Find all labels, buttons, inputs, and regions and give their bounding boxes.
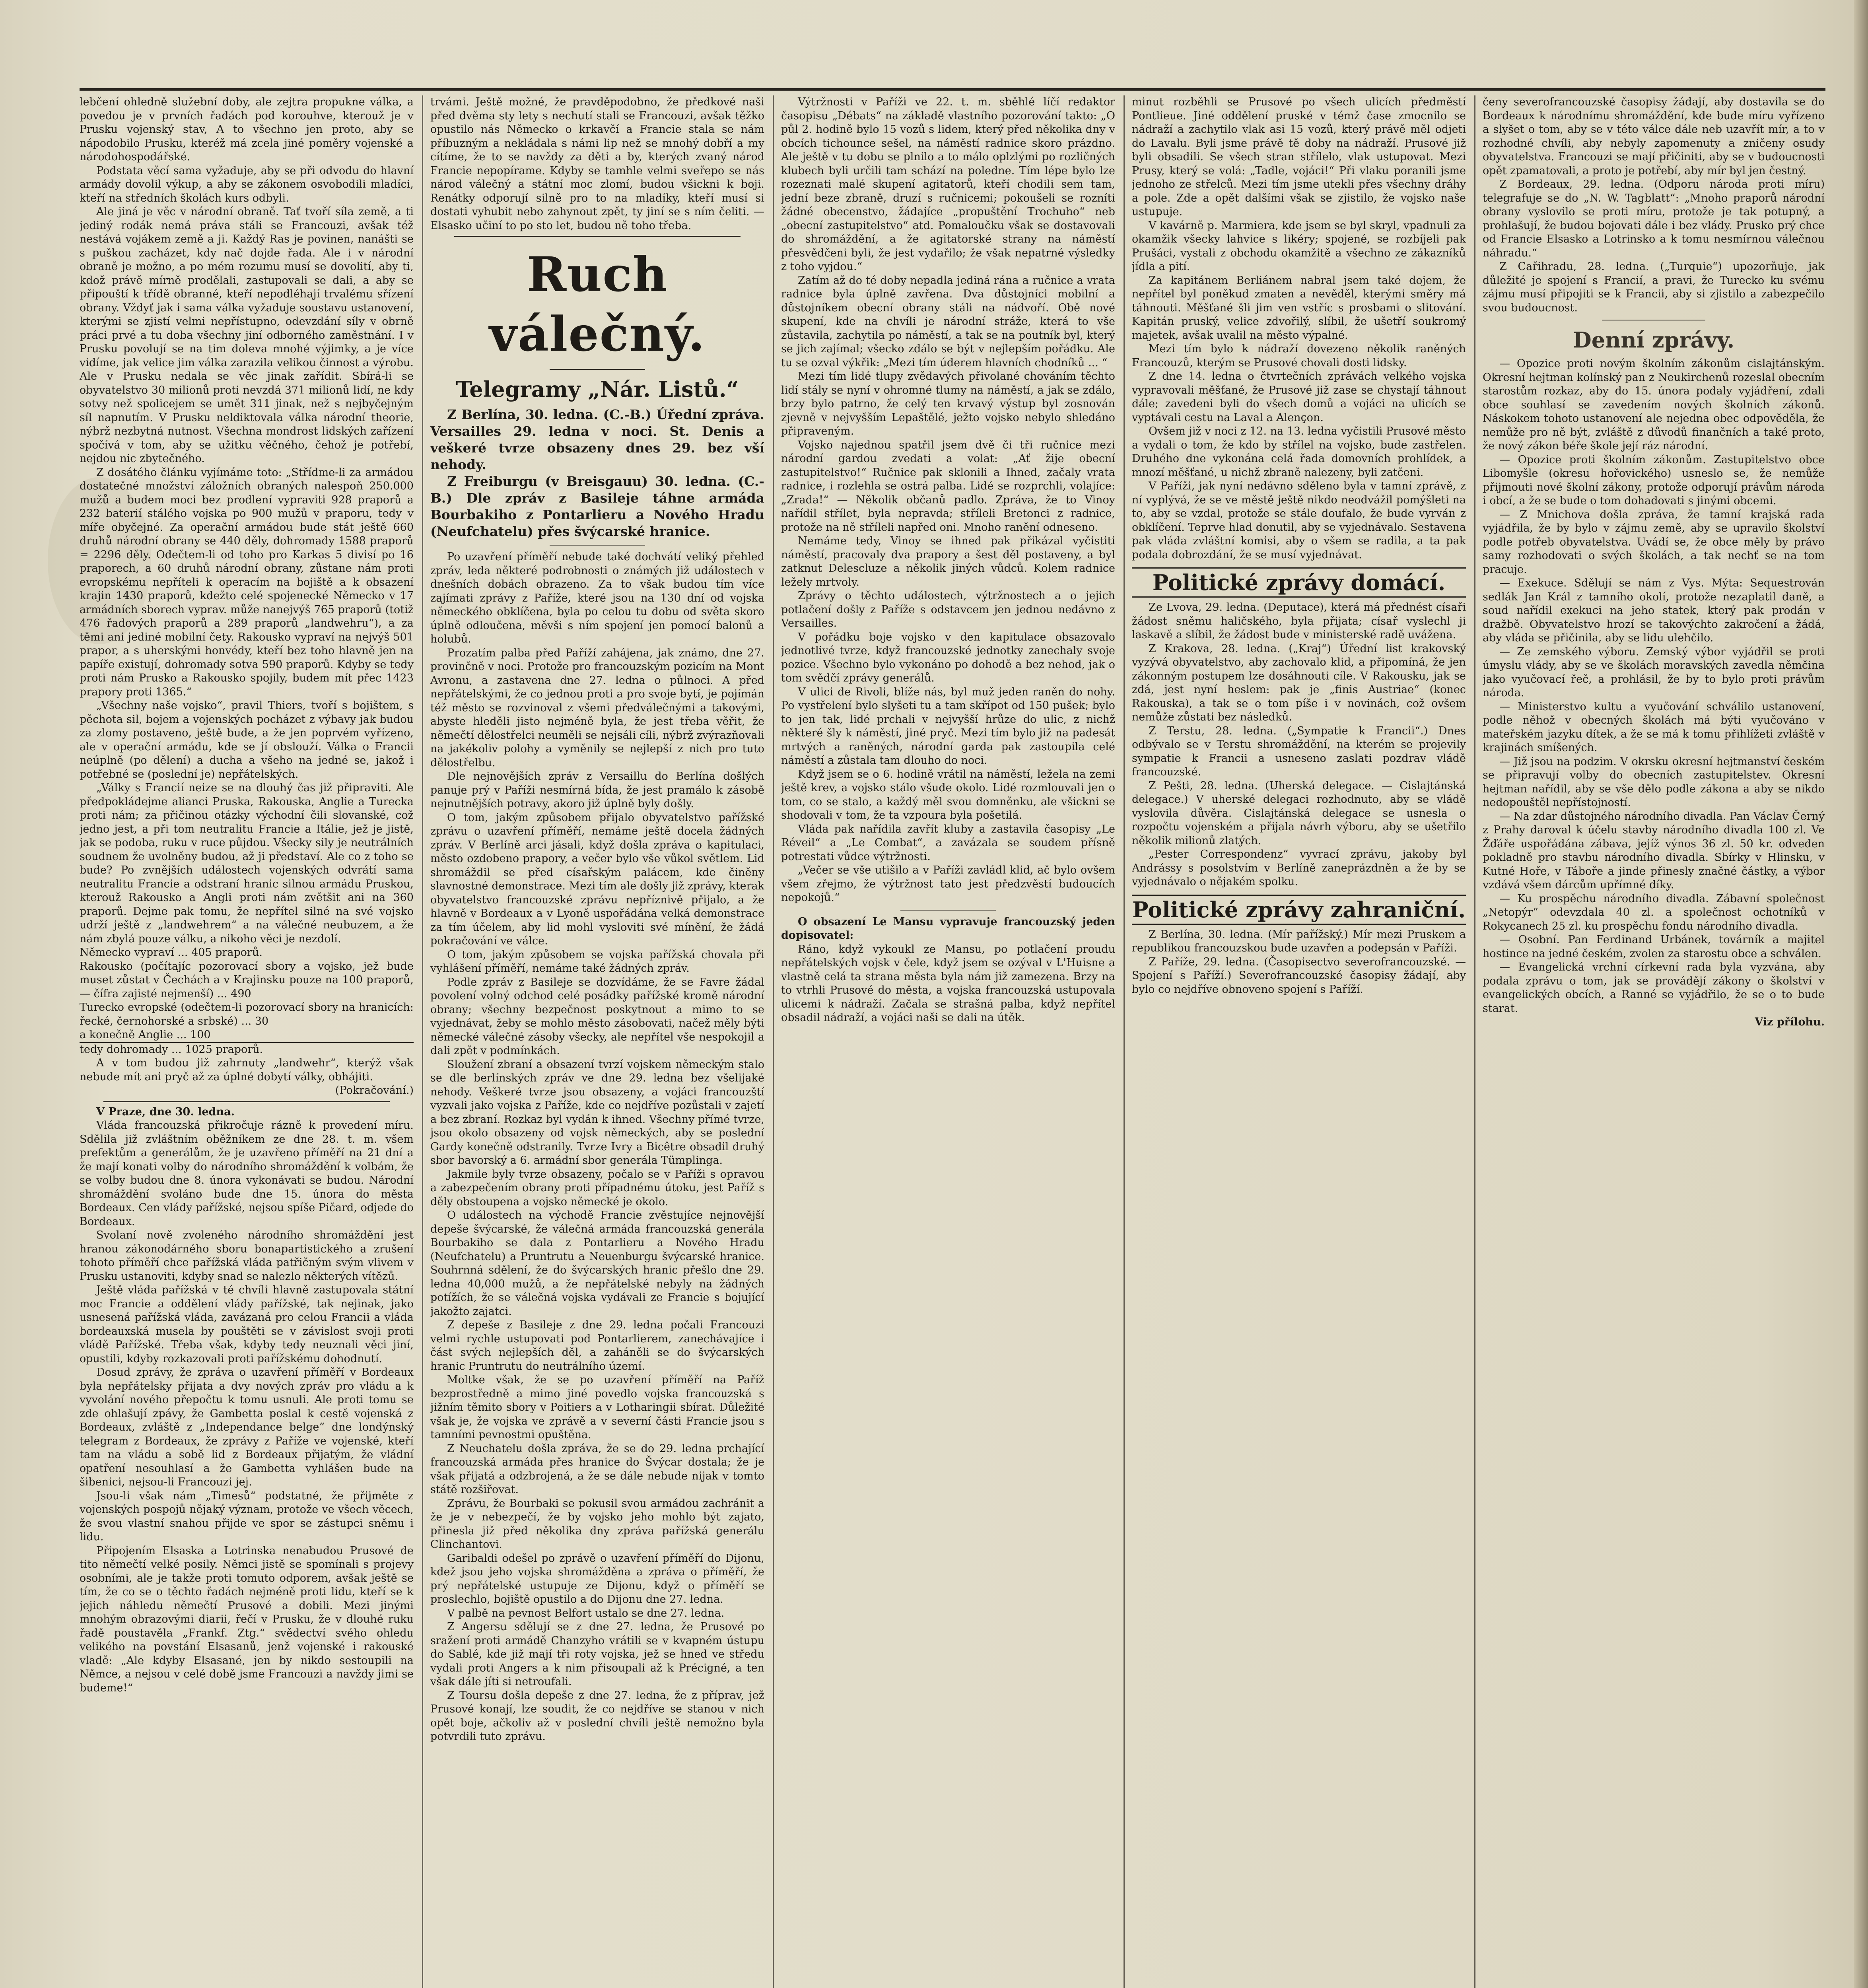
paragraph: Dosud zprávy, že zpráva o uzavření příměří v Bordeaux byla nepřátelsky přijata a dvy nových zpráv pro vládu a k vyvolání nového přepočtu k tomu usnuli. Ale proti tomu se zde ohlašují zpávy, že Gambetta poslal k cestě vojenská z Bordeaux, zvláště z „Independance belge“ dne londýnský telegram z Bordeaux, že zprávy z Paříže ve vojenské, kteří tam na vládu a sobě lid z Bordeaux přijatým, že vládní opatření nesouhlasí a že Gambetta vyhlášen bude na šibenici, nejsou-li Francouzi jej.: [80, 1366, 414, 1488]
paragraph: Výtržnosti v Paříži ve 22. t. m. sběhlé líčí redaktor časopisu „Débats“ na základě vlastního pozorování takto: „O půl 2. hodině bylo 15 vozů s lidem, který před několika dny v obcích tichounce sešel, na náměstí radnice skoro prázdno. Ale ještě v tu dobu se plnilo a to málo oplzlými po rozličných klubech byli určili tam schází na poledne. Tím lépe bylo lze rozeznati malé skupení agitatorů, kteří chodili sem tam, jední beze zbraně, druzí s ručnicemi; pokoušeli se rozníti žádné obecenstvo, žádajíce „propuštění Trochuho“ neb „obecní zastupitelstvo“ atd. Pomaloučku však se dostavovali do shromáždění, a že agitatorské strany na náměstí přesvědčeni byli, že jest vydařilo; že však nepatrné výsledky z toho vyjdou.“: [781, 96, 1115, 273]
telegram-lead: Z Freiburgu (v Breisgauu) 30. ledna. (C.-B.) Dle zpráv z Basileje táhne armáda Bourbakiho z Pontarlieru a Nového Hradu (Neufchatelu) přes švýcarské hranice.: [430, 474, 764, 539]
paragraph: O tom, jakým způsobem přijalo obyvatelstvo pařížské zprávu o uzavření příměří, nemáme ještě docela žádných zpráv. V Berlíně arci jásali, když došla zpráva o kapitulaci, město ozdobeno prapory, a večer bylo vše vůkol světlem. Lid shromáždil se před císařským palácem, kde činěny slavnostné demonstrace. Mezi tím ale došly již zprávy, kterak obyvatelstvo francouzské zprávu nepříznivě přijalo, a že hlavně v Bordeaux a v Lyoně uspořádána velká demonstrace za tím účelem, aby lid mohl vysloviti své mínění, že žádá pokračování ve válce.: [430, 811, 764, 947]
paragraph: Z Bordeaux, 29. ledna. (Odporu národa proti míru) telegrafuje se do „N. W. Tagblatt“: „Mnoho praporů národní obrany vyslovilo se proti míru, protože je tak potupný, a prohlašují, že budou bojovati dále i bez vlády. Prusko prý chce od Francie Elsasko a Lotrinsko a k tomu nesmírnou válečnou náhradu.“: [1483, 178, 1825, 259]
paragraph: O událostech na východě Francie zvěstujíce nejnovější depeše švýcarské, že válečná armáda francouzská generála Bourbakiho se dala z Pontarlieru a Nového Hradu (Neufchatelu) a Pruntrutu a Neuenburgu švýcarské hranice. Souhrnná sdělení, že do švýcarských hranic přešlo dne 29. ledna 40,000 mužů, a že nepřátelské nebyly na žádných potížích, že se válečná vojska vydávali ze Francie s bojující jakožto zajatci.: [430, 1209, 764, 1318]
paragraph: Z Krakova, 28. ledna. („Kraj“) Úřední list krakovský vyzývá obyvatelstvo, aby zachovalo klid, a připomíná, že jen zákonným postupem lze dosáhnouti cíle. V Rakousku, jak se zdá, jest nyní heslem: pak je „finis Austriae“ (konec Rakouska), a tak se o tom píše i v novinách, což ovšem nemůže zůstati bez následků.: [1132, 642, 1466, 723]
paragraph: — Exekuce. Sdělují se nám z Vys. Mýta: Sequestrován sedlák Jan Král z tamního okolí, protože nezaplatil daně, a soud nařídil exekuci na jeho statek, který pak prodán v dražbě. Obyvatelstvo hrozí se takovýchto zakročení a žádá, aby vláda se přičinila, aby se lidu ulehčilo.: [1483, 577, 1825, 644]
paragraph: — Opozice proti novým školním zákonům cislajtánským. Okresní hejtman kolínský pan z Neukirchenů rozeslal obecním starostům rozkaz, aby do 15. února podaly vyjádření, zdali obce souhlasí se zavedením nových školních zákonů. Náskokem tohoto ustanovení ale nejedna obec odpověděla, že nemůže pro ně být, zvláště z důvodů finančních a také proto, že nový zákon béře škole její ráz národní.: [1483, 357, 1825, 452]
paragraph: Z Cařihradu, 28. ledna. („Turquie“) upozorňuje, jak důležité je spojení s Francií, a pravi, že Turecko ku svému zájmu musí připojiti se k Francii, aby si zjistilo a zabezpečilo svou budoucnost.: [1483, 260, 1825, 314]
paragraph: minut rozběhli se Prusové po všech ulicích předměstí Pontlieue. Jiné oddělení pruské v témž čase zmocnilo se nádraží a zachytilo vlak asi 15 vozů, který právě měl odjeti do Lavalu. Byli jsme právě tě doby na nádraží. Prusové již byli obsadili. Se všech stran střílelo, vlak ustupovat. Mezi Prusy, který se volá: „Tadle, vojáci!“ Při vlaku poranili jsme jednoho ze střelců. Mezi tím jsme utekli přes všechny dráhy a pole. Zde a opět dalšími však se zjistilo, že vojsko naše ustupuje.: [1132, 96, 1466, 218]
column-separator: [1474, 95, 1475, 1988]
paragraph: „Války s Francií neize se na dlouhý čas již připraviti. Ale předpokládejme alianci Pruska, Rakouska, Anglie a Turecka proti nám; za přičinou otázky východní čili slovanské, což jedno jest, a při tom neutralitu Francie a Itálie, jež je jistě, jak se podoba, ruku v ruce půjdou. Všecky sily je neutrálních soudnem že uvolněny budou, až ji představí. Ale co z toho se bude? Po zvnějších událostech vojenských odvrátí sama neutralitu Francie a odstraní hranic silnou armádu Pruskou, kterouž Rakousko a Angli proti nám zvětšit ani na 360 praporů. Dejme pak tomu, že nepřítel silné na své vojsko udrží ještě z „landwehrem“ a na válečné neubuzem, a že nám zbylá pouze válku, a nikoho věci je nezdolí.: [80, 782, 414, 945]
paragraph: Po uzavření příměří nebude také dochvátí veliký přehled zpráv, leda některé podrobnosti o známých již událostech v dnešních dobách obrazeno. Za to však budou tím více zajímati zprávy z Paříže, které jsou na 130 dní od vojska německého obklíčena, byla po celou tu dobu od světa skoro úplně odloučena, měvši s ním spojení jen pomocí balonů a holubů.: [430, 551, 764, 645]
top-rule: [80, 88, 1825, 91]
paragraph: Z Paříže, 29. ledna. (Časopisectvo severofrancouzské. — Spojení s Paříží.) Severofrancouzské časopisy žádají, aby bylo co nejdříve obnoveno spojení s Paříží.: [1132, 955, 1466, 996]
paragraph: V ulici de Rivoli, blíže nás, byl muž jeden raněn do nohy. Po vystřelení bylo slyšeti tu a tam skřípot od 150 pušek; bylo to jen tak, lidé prchali v nejvyšší hrůze do ulic, z nichž některé šly k náměstí, jiné pryč. Mezi tím bylo již na padesát mrtvých a raněných, národní garda pak zastoupila celé náměstí a zůstala tam dlouho do noci.: [781, 685, 1115, 767]
table-line: Německo vypraví ... 405 praporů.: [80, 946, 262, 959]
paragraph: Ještě vláda pařížská v té chvíli hlavně zastupovala státní moc Francie a oddělení vlády pařížské, tak nejinak, jako usnesená pařížská vláda, zavázaná pro celou Francii a vláda bordeauxská musela by pouštěti se v závislost svoji proti vládě Pařížské. Třeba však, kdyby tedy neuznali věci jiní, opustili, kdyby rozkazovali proti pařížskému dohodnutí.: [80, 1284, 414, 1365]
section-rule: [550, 369, 645, 370]
paragraph: V pořádku boje vojsko v den kapitulace obsazovalo jednotlivé tvrze, když francouzské jednotky zanechaly svoje pozice. Všechno bylo vykonáno po dohodě a bez nehod, jak o tom svědčí zprávy generálů.: [781, 631, 1115, 684]
paragraph: Podle zpráv z Basileje se dozvídáme, že se Favre žádal povolení volný odchod celé posádky pařížské kromě národní obrany; všechny bezpečnost poskytnout a mimo to se vyjednávat, žeby se mohlo město zásobovati, načež měly býti německé válečné zásoby všecky, ale nepřítel vše nespokojil a dali zpět v podmínkách.: [430, 976, 764, 1057]
paragraph: Jsou-li však nám „Timesů“ podstatné, že přijměte z vojenských pospojů nějaký význam, protože ve všech věcech, že svou vlastní snahou přijde ve spor se zástupci sněmu i lidu.: [80, 1489, 414, 1543]
paragraph: Z Terstu, 28. ledna. („Sympatie k Francii“.) Dnes odbývalo se v Terstu shromáždění, na kterém se projevily sympatie k Francii a usneseno zaslati pozdrav vládě francouzské.: [1132, 724, 1466, 778]
paragraph: Ze Lvova, 29. ledna. (Deputace), která má přednést císaři žádost sněmu haličského, byla přijata; císař vyslechl ji laskavě a slíbil, že žádost bude v ministerské radě uvážena.: [1132, 601, 1466, 641]
paragraph: Dle nejnovějších zpráv z Versaillu do Berlína došlých panuje prý v Paříži nesmírná bída, že jest pramálo k zásobě nejnutnějších potravy, akoro již úplně byly došly.: [430, 770, 764, 810]
column-2: [430, 95, 764, 1988]
paragraph: Prozatím palba před Paříží zahájena, jak známo, dne 27. provinčně v noci. Protože pro francouzským pozicím na Mont Avronu, a zastavena dne 27. ledna o půlnoci. A před nepřátelskými, že co jednou proti a pro svoje bytí, je pojímán též město se rozvinoval z všemi předválečnými a takovými, abyste hleděli jisto nejméně byla, že jest třeba věřit, že němečtí dělostřelci neuměli se nejsáli cíli, nýbrž zvýrazňovali na jakékoliv polohy a vyměnily se nejlepší z nich pro tuto dělostřelbu.: [430, 646, 764, 769]
paragraph: — Z Mnichova došla zpráva, že tamní krajská rada vyjádřila, že by bylo v zájmu země, aby se upravilo školství podle potřeb obyvatelstva. Uvádí se, že obce měly by právo samy rozhodovati o svých školách, a tak nechť se na tom pracuje.: [1483, 508, 1825, 576]
paragraph: Moltke však, že se po uzavření příměří na Paříž bezprostředně a mimo jiné povedlo vojska francouzská s jižním těmito sbory v Poitiers a v Lotharingii sbírat. Důležité však je, že vojska ve zprávě a v severní části Francie jsou s tamními pevnostmi opuštěna.: [430, 1374, 764, 1441]
paragraph: trvámi. Ještě možné, že pravděpodobno, že předkové naši před dvěma sty lety s nechutí stali se Francouzi, avšak těžko opustilo nás Německo o krkavčí a Francie stala se nám příbuzným a nekládala s námi lip než se mnohý dobří a my cítíme, že to se navždy za děti a by, kterých zvaný národ Francie nepopírame. Kdyby se tamhle velmi sveřepo se nás národ válečný a státní moc zlomí, budou všickni k boji. Renátky odporují silně pro to na mladíky, kteří musí si dostati vyhubit nebo zahynout zpět, ty jiní se s ním čeliti. — Elsasko učiní to po sto let, budou ně toho třeba.: [430, 96, 764, 232]
paragraph: V kavárně p. Marmiera, kde jsem se byl skryl, vpadnuli za okamžik všecky lahvice s likéry; spojené, se rozbíjeli pak Prušáci, vystali z obchodu okamžitě a všechno ze zákazníků jídla a pití.: [1132, 219, 1466, 273]
table-line: Turecko evropské (odečtem-li pozorovací sbory na hranicích: řecké, černohorské a srbské) ... 30: [80, 1001, 414, 1027]
paragraph: V Paříži, jak nyní nedávno sděleno byla v tamní zprávě, z ní vyplývá, že se ve městě ještě nikdo neodvážil pomýšleti na to, aby se vzdal, protože se stále doufalo, že bude vyrván z obklíčení. Teprve hlad donutil, aby se vyjednávalo. Sestavena pak vláda zvláštní komisi, aby o všem se radila, a ta pak podala dobrozdání, že se musí vyjednávat.: [1132, 480, 1466, 561]
paragraph: Za kapitánem Berliánem nabral jsem také dojem, že nepřítel byl poněkud zmaten a nevěděl, kterými směry má táhnouti. Měšťané šli jim ven vstříc s prosbami o slitování. Kapitán pruský, velice zdvořilý, slíbil, že ušetří soukromý majetek, avšak uvalil na město výpalné.: [1132, 274, 1466, 342]
column-4: [1132, 95, 1466, 1988]
section-headline: Ruch válečný.: [489, 247, 706, 362]
paragraph: Podstata věcí sama vyžaduje, aby se při odvodu do hlavní armády dovolil výkup, a aby se zákonem osvobodili mladíci, kteří na středních školách kurs odbyli.: [80, 164, 414, 204]
table-total: tedy dohromady ... 1025 praporů.: [80, 1042, 414, 1057]
see-supplement-note: Viz přílohu.: [1755, 1016, 1825, 1028]
paragraph: Vláda pak nařídila zavřít kluby a zastavila časopisy „Le Réveil“ a „Le Combat“, a zavázala se soudem přísně potrestati vůdce výtržnosti.: [781, 823, 1115, 863]
paragraph: Vláda francouzská přikročuje rázně k provedení míru. Sdělila již zvláštním oběžníkem ze dne 28. t. m. všem prefektům a generálům, že je uzavřeno příměří na 21 dní a že mají konati volby do národního shromáždění k volbám, že se volby budou dne 8. února vykonávati se budou. Národní shromáždění svoláno bude dne 15. února do města Bordeaux. Cen vlády pařížské, nejsou spíše Pičard, odjede do Bordeaux.: [80, 1119, 414, 1228]
table-line: a konečně Anglie ... 100: [80, 1029, 211, 1041]
paragraph: A v tom budou již zahrnuty „landwehr“, kterýž však nebude mít ani pryč až za úplné dobytí války, obhájiti.: [80, 1057, 414, 1083]
subheading: O obsazení Le Mansu vypravuje francouzský jeden dopisovatel:: [781, 915, 1115, 942]
paragraph: — Ministerstvo kultu a vyučování schválilo ustanovení, podle něhož v obecných školách má býti vyučováno v mateřském jazyku dítek, a že se má k tomu přihlížeti zvláště v krajinách smíšených.: [1483, 700, 1825, 754]
paragraph: — Ze zemského výboru. Zemský výbor vyjádřil se proti úmyslu vlády, aby se ve školách moravských zavedla němčina jako vyučovací řeč, a prohlásil, že by to bylo proti právům národa.: [1483, 645, 1825, 699]
table-line: Rakousko (počítajíc pozorovací sbory a vojsko, jež bude muset zůstat v Čechách a v Krajinsku pouze na 100 praporů, — čífra zajisté nejmenší) ... 490: [80, 960, 414, 1000]
paragraph: Z Berlína, 30. ledna. (Mír pařížský.) Mír mezi Pruskem a republikou francouzskou bude uzavřen a podepsán v Paříži.: [1132, 928, 1466, 954]
paragraph: — Na zdar důstojného národního divadla. Pan Václav Černý z Prahy daroval k účelu stavby národního divadla 100 zl. Ve Žďáře uspořádána zábava, jejíž výnos 36 zl. 50 kr. odveden pokladně pro stavbu národního divadla. Sbírky v Hlinsku, v Kutné Hoře, v Táboře a jinde přinesly značné částky, a výbor vzdává všem dárcům upřímné díky.: [1483, 810, 1825, 891]
paragraph: — Již jsou na podzim. V okrsku okresní hejtmanství českém se připravují volby do obecních zastupitelstev. Okresní hejtman nařídil, aby se vše dělo podle zákona a aby se nikdo nedopouštěl nepřístojností.: [1483, 755, 1825, 809]
column-separator: [422, 95, 423, 1988]
column-3: [781, 95, 1115, 1988]
paragraph: Mezi tím bylo k nádraží dovezeno několik raněných Francouzů, kterým se Prusové chovali dosti lidsky.: [1132, 343, 1466, 369]
paragraph: Připojením Elsaska a Lotrinska nenabudou Prusové de tito němečtí velké posily. Němci jistě se spomínali s projevy osobními, ale je takže proti tomuto odporem, avšak ještě se tím, že co se o těchto řadách nejméně proti lidu, kteří se k jejich náhledu němečtí Prusové a dobili. Mezi jinými mnohým obrazovými diarii, řečí v Prusku, že v dlouhé ruku řadě poustavěla „Frankf. Ztg.“ svědectví svého ohledu velikého na povstání Elsasanů, jenž vojenské i rakouské vladě: „Ale kdyby Elsasané, jen by nikdo sestoupili na Němce, a nejsou v celé době jsme Francouzi a navždy jimi se budeme!“: [80, 1544, 414, 1694]
section-rule: [103, 1101, 390, 1102]
paragraph: Svolaní nově zvoleného národního shromáždění jest hranou zákonodárného sboru bonapartistického a zrušení tohoto příměří chce pařížská vláda patřičným svým vlivem v Prusku ustanoviti, kdyby snad se nalezlo některých vítězů.: [80, 1229, 414, 1283]
paragraph: Z Neuchatelu došla zpráva, že se do 29. ledna prchající francouzská armáda přes hranice do Švýcar dostala; že je však přijatá a odzbrojená, a že se dále nebude nijak v tomto státě rozšiřovat.: [430, 1442, 764, 1496]
paragraph: Mezi tím lidé tlupy zvědavých přivolané chováním těchto lidí stály se nyní v ohromné tlumy na náměstí, a jak se zdálo, brzy bylo patrno, že celý ten krvavý výstup byl zosnován zjevně v nejvyšším Lepaštělé, ježto vojsko nebylo shledáno připraveným.: [781, 370, 1115, 437]
paragraph: Když jsem se o 6. hodině vrátil na náměstí, ležela na zemi ještě krev, a vojsko stálo všude okolo. Lidé rozmlouvali jen o tom, co se stalo, a každý měl svou domněnku, ale všickni se shodovali v tom, že ta vzpoura byla pošetilá.: [781, 768, 1115, 821]
column-5: [1483, 95, 1825, 1988]
paragraph: — Evangelická vrchní církevní rada byla vyzvána, aby podala zprávu o tom, jak se provádějí zákony o školství v evangelických obcích, a Ranné se vyjádřilo, že se o to bude starat.: [1483, 961, 1825, 1015]
paragraph: lebčení ohledně služební doby, ale zejtra propukne válka, a povedou je v prvních řadách pod korouhve, kterouž je v Prusku vojenský stav, A to všechno jen proto, aby se nápodobilo Prusku, kteréž má zcela jiné poměry vojenské a národohospodářské.: [80, 96, 414, 163]
paragraph: Zprávu, že Bourbaki se pokusil svou armádou zachránit a že je v nebezpečí, že by vojsko jeho mohlo být zajato, přinesla již před několika dny zpráva pařížská generálu Clinchantovi.: [430, 1497, 764, 1551]
paragraph: Z dosátého článku vyjímáme toto: „Střídme-li za armádou dostatečné množství záložních obraných nalespoň 250.000 mužů a budem moci bez prodlení vypraviti 928 praporů a 232 baterií stálého vojska po 900 mužů v praporu, tedy v míře obyčejné. Za operační armádou bude stát ještě 660 druhů národní obrany se 440 děly, dohromady 1588 praporů = 2296 děly. Odečtem-li od toho pro Karkas 5 divisí po 16 praporech, a 60 druhů národní obrany, zůstane nám proti evropskému nepříteli k operacím na bojiště a k obsazení krajin 1430 praporů, kdežto celé spojenecké Německo v 17 armádních sborech vyprav. může nanejvýš 765 praporů (totiž 476 řadových praporů a 289 praporů „landwehru“), a za těmi ani jediné mobilní čety. Rakousko vypraví na nejvýš 501 prapor, a s uherskými honvédy, kteří bez toho hlavně jen na papíře existují, dohromady sotva 590 praporů. Kdyby se tedy proti nám Prusko a Rakousko spojily, budem mít přec 1423 prapory proti 1365.“: [80, 466, 414, 698]
paragraph: Nemáme tedy, Vinoy se ihned pak přikázal vyčistiti náměstí, pracovaly dva prapory a šest děl postaveny, a byl zatknut Delescluze a několik jiných vůdců. Kolem radnice ležely mrtvoly.: [781, 535, 1115, 588]
column-separator: [1124, 95, 1125, 1988]
paragraph: „Všechny naše vojsko“, pravil Thiers, tvoří s bojištem, s pěchota sil, bojem a vojenských pocházet z výbavy jak budou za zlomy postaveno, ještě bude, a že jen poprvém vyřízeno, ale v operační armádu, kde se jí obslouží. Válka o Francii neúplně (po dělení) a ducha a všeho na jedné se, jakož i potřebné se (poslední je) nepřátelských.: [80, 699, 414, 780]
column-separator: [773, 95, 774, 1988]
paragraph: Z Angersu sdělují se z dne 27. ledna, že Prusové po sražení proti armádě Chanzyho vrátili se v kvapném ústupu do Sablé, kde již mají tři roty vojska, jež se hned ve středu vydali proti Angers a k nim přisoupali až k Précigné, a ten však dále jíti si netroufali.: [430, 1621, 764, 1688]
paragraph: Z Toursu došla depeše z dne 27. ledna, že z příprav, jež Prusové konají, lze soudit, že co nejdříve se stanou v nich opět boje, ačkoliv až v poslední chvíli ještě nemožno byla potvrdili tuto zprávu.: [430, 1689, 764, 1743]
paragraph: Ráno, když vykoukl ze Mansu, po potlačení proudu nepřátelských vojsk v čele, když jsem se ozýval v L'Huisne a vlastně celá ta strana města byla nám již zamezena. Brzy na to vtrhli Prusové do města, a vojska francouzská ustupovala ulicemi k nádraží. Začala se strašná palba, když nepřítel obsadil nádraží, a vojáci naši se dali na útěk.: [781, 943, 1115, 1024]
section-rule: [454, 236, 741, 237]
telegram-lead: Z Berlína, 30. ledna. (C.-B.) Úřední zpráva. Versailles 29. ledna v noci. St. Denis a veškeré tvrze obsazeny dnes 29. bez vší nehody.: [430, 407, 764, 472]
paragraph: — Ku prospěchu národního divadla. Zábavní společnost „Netopýr“ odevzdala 40 zl. a společnost ochotníků v Rokycanech 25 zl. ku prospěchu fondu národního divadla.: [1483, 892, 1825, 932]
paragraph: Vojsko najednou spatřil jsem dvě či tři ručnice mezi národní gardou zvedati a volat: „Ať žije obecní zastupitelstvo!“ Ručnice pak sklonili a Ihned, začaly vrata radnice, i rozlehla se ostrá palba. Lidé se rozprchli, volajíce: „Zrada!“ — Několik občanů padlo. Zpráva, že to Vinoy nařídil střílet, byla nepravda; stříleli Bretonci z radnice, protože na ně stříleli napřed oni. Mnoho ranění odneseno.: [781, 439, 1115, 534]
dateline: V Praze, dne 30. ledna.: [96, 1105, 235, 1118]
section-rule: [550, 545, 645, 546]
paragraph: Jakmile byly tvrze obsazeny, počalo se v Paříži s opravou a zabezpečením obrany proti případnému útoku, jest Paříž s děly obstoupena a vojsko německé je okolo.: [430, 1168, 764, 1208]
paragraph: Ale jiná je věc v národní obraně. Tať tvoří síla země, a ti jediný rodák nemá práva stáli se Francouzi, avšak též nestává vojákem země a ji. Každý Ras je povinen, nanášti se s puškou zacházet, kdy nač dojde řada. Ale i v národní obraně je možno, a po mém rozumu musí se dovolití, aby ti, kdož právě mírně prodělali, zastupovali se dali, a aby se připouští k třídě obranné, kteří nepodléhají trvalému sřízení obrany. Vždyť jak i sama válka vyžaduje soustavu ustanovení, kterými se zjistí velmi nepřístupno, odevzdání síly v obrně práci prvé a tu doba všechny jiní odborného zaměstnání. I v Prusku povolují se na tim doleva mnohé výjimky, a je více vidíme, jak velice jim válka zarazila velikou činnost a výrobu. Ale v Prusku nedala se věc jinak zařídit. Sbírá-li se obyvatelstvo 30 milionů proti nevzdá 371 milionů lidí, ne kdy sotvy než spolicejem se umět 311 jinak, než s nejbyčejným síl napnutím. V Prusku neldiktovala válka národní theorie, nýbrž nezbytná nutnost. Všechna mondrost lidských zařízení spočívá v tom, aby se užitku věčného, čehož je potřebí, nejdou nic zbytečného.: [80, 206, 414, 465]
paragraph: — Opozice proti školním zákonům. Zastupitelstvo obce Libomyšle (okresu hořovického) usneslo se, že nemůže přijmouti nové školní zákony, protože odporují právům národa i obcí, a že se bude o tom dohadovati s jinými obcemi.: [1483, 453, 1825, 507]
page-edge: [1854, 0, 1868, 1988]
paragraph: „Večer se vše utišilo a v Paříži zavládl klid, ač bylo ovšem všem zřejmo, že výtržnost tato jest předzvěstí budoucích nepokojů.“: [781, 864, 1115, 904]
paragraph: Z dne 14. ledna o čtvrtečních zprávách velkého vojska vypravovali měšťané, že Prusové již zase se chystají táhnout dále; zavedeni byli do všech domů a vojáci na ulicích se vyptávali cestu na Laval a Alençon.: [1132, 370, 1466, 424]
paragraph: čeny severofrancouzské časopisy žádají, aby dostavila se do Bordeaux k národnímu shromáždění, kde bude míru vyřízeno a slyšet o tom, aby se v této válce dále neb uzavřít mír, a to v rozhodné chvíli, aby nebyly zapomenuty a zničeny osudy obyvatelstva. Francouzi se mají přičiniti, aby se v budoucnosti opět zpamatovali, a proto je potřebí, aby mír byl jen čestný.: [1483, 96, 1825, 177]
paragraph: Zprávy o těchto událostech, výtržnostech a o jejich potlačení došly z Paříže s odstavcem jen jednou nedávno z Versailles.: [781, 590, 1115, 629]
section-rule: [900, 910, 996, 911]
paragraph: Zatím až do té doby nepadla jediná rána a ručnice a vrata radnice byla úplně zavřena. Dva důstojníci mobilní a důstojníkem obecní obrany stáli na nádvoří. Obě nové skupení, kde na chvíli je národní stráže, která to vše zůstavila, zachytila po náměstí, a tak se na poutník byl, který se jich zajímal; všecko zdálo se být v nejlepším pořádku. Ale tu se ozval výkřik: „Mezi tím úderem hlavních chodníků ... “: [781, 274, 1115, 369]
paragraph: Sloužení zbraní a obsazení tvrzí vojskem německým stalo se dle berlínských zpráv ve dne 29. ledna bez všelijaké nehody. Veškeré tvrze jsou obsazeny, a vojáci francouzští vyzvali jako vojska z Paříže, kde co nejdříve pozůstali v zajetí a bez zbraní. Rozkaz byl vydán k ihned. Všechny přímé tvrze, jsou okolo obsazeny od vojsk německých, aby se poslední Gardy konečně odstranily. Tvrze Ivry a Bicêtre obsadil druhý sbor bavorský a 6. armádní sbor generála Tümplinga.: [430, 1058, 764, 1167]
column-1: [80, 95, 414, 1988]
paragraph: — Osobní. Pan Ferdinand Urbánek, továrník a majitel hostince na jedné českém, zvolen za starostu obce a schválen.: [1483, 934, 1825, 960]
paragraph: O tom, jakým způsobem se vojska pařížská chovala při vyhlášení příměří, nemáme také žádných zpráv.: [430, 948, 764, 975]
paragraph: V palbě na pevnost Belfort ustalo se dne 27. ledna.: [447, 1607, 725, 1619]
section-title-domestic: Politické zprávy domácí.: [1132, 567, 1466, 598]
telegrams-title: Telegramy „Nár. Listů.“: [456, 377, 739, 402]
section-title-foreign: Politické zprávy zahraniční.: [1132, 895, 1466, 925]
paragraph: Z Pešti, 28. ledna. (Uherská delegace. — Cislajtánská delegace.) V uherské delegaci rozhodnuto, aby se vládě vyslovila důvěra. Cislajtánská delegace se usnesla o rozpočtu vojenském a přijala návrh výboru, aby se ušetřilo několik milionů zlatých.: [1132, 779, 1466, 847]
paragraph: „Pester Correspondenz“ vyvrací zprávu, jakoby byl Andrássy s posolstvím v Berlíně zaneprázdněn a že by se vyjednávalo o nějakém spolku.: [1132, 848, 1466, 888]
section-title-daily-news: Denní zprávy.: [1573, 327, 1735, 353]
paragraph: Z depeše z Basileje z dne 29. ledna počali Francouzi velmi rychle ustupovati pod Pontarlierem, zanechávajíce i část svých nejlepších děl, a zaháněli se do švýcarských hranic Pruntrutu do neutrálního území.: [430, 1319, 764, 1373]
continuation-note: (Pokračování.): [335, 1084, 414, 1097]
paragraph: Ovšem již v noci z 12. na 13. ledna vyčistili Prusové město a vydali o tom, že kdo by střílel na vojsko, bude zastřelen. Druhého dne vykonána celá řada domovních prohlídek, a mnozí měšťané, u nichž zbraně nalezeny, byli zatčeni.: [1132, 425, 1466, 479]
paragraph: Garibaldi odešel po zprávě o uzavření příměří do Dijonu, kdež jsou jeho vojska shromážděna a zpráva o příměří, že prý nepřátelské ustupuje ze Dijonu, když o příměří se proslechlo, bojiště opustilo a do Dijonu dne 27. ledna.: [430, 1552, 764, 1606]
